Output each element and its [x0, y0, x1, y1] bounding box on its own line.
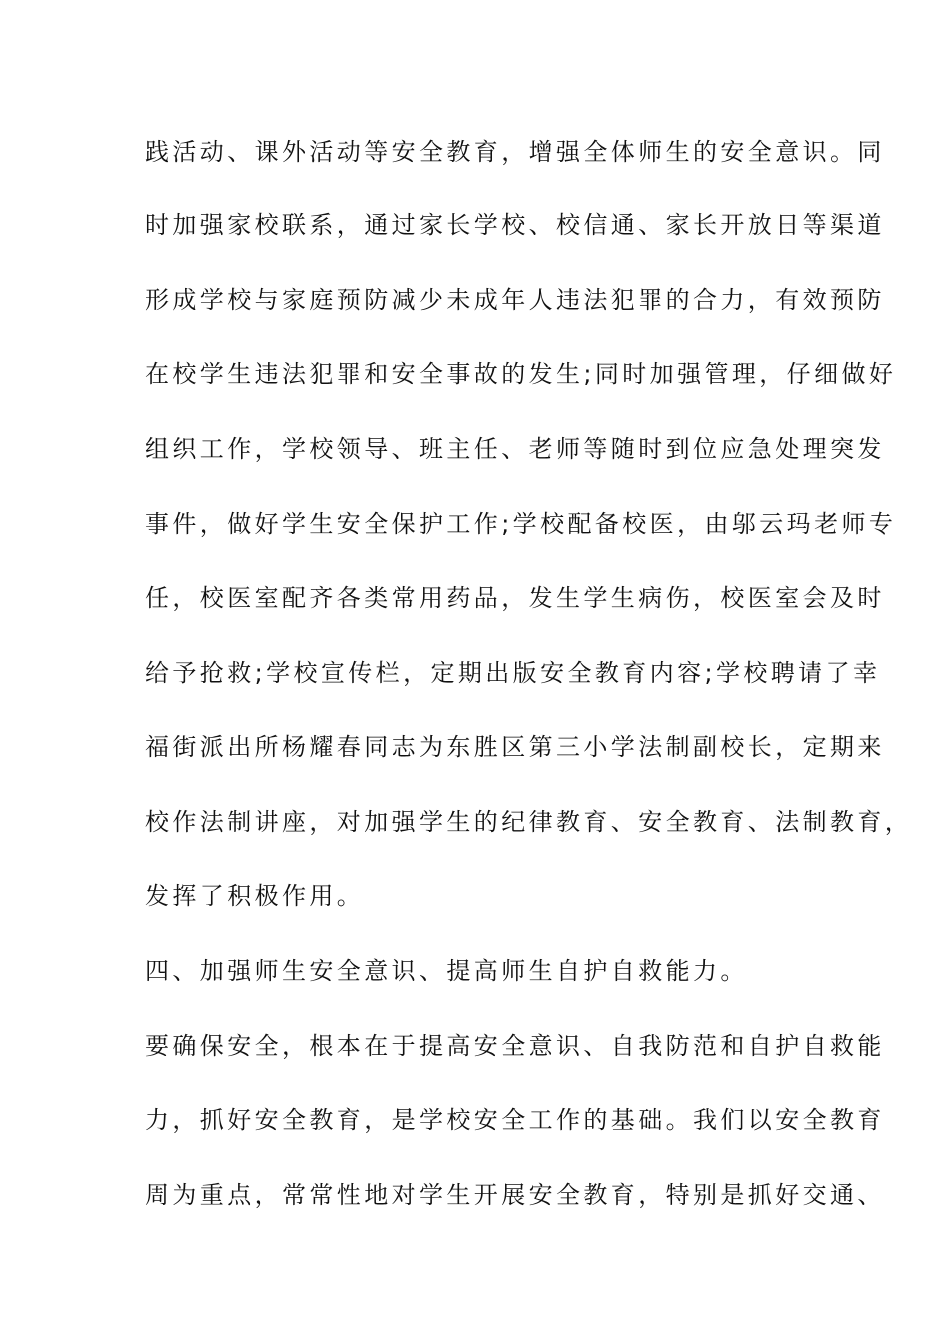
paragraph-line: 形成学校与家庭预防减少未成年人违法犯罪的合力，有效预防 [145, 286, 885, 314]
paragraph-line: 事件，做好学生安全保护工作;学校配备校医，由邬云玛老师专 [145, 510, 897, 538]
paragraph-line: 校作法制讲座，对加强学生的纪律教育、安全教育、法制教育， [145, 808, 913, 836]
paragraph-line: 任，校医室配齐各类常用药品，发生学生病伤，校医室会及时 [145, 584, 885, 612]
paragraph-line: 发挥了积极作用。 [145, 882, 365, 910]
paragraph-line: 组织工作，学校领导、班主任、老师等随时到位应急处理突发 [145, 435, 885, 463]
paragraph-line: 周为重点，常常性地对学生开展安全教育，特别是抓好交通、 [145, 1181, 885, 1209]
paragraph-line: 给予抢救;学校宣传栏，定期出版安全教育内容;学校聘请了幸 [145, 659, 881, 687]
paragraph-line: 践活动、课外活动等安全教育，增强全体师生的安全意识。同 [145, 138, 885, 166]
paragraph-line: 福街派出所杨耀春同志为东胜区第三小学法制副校长，定期来 [145, 733, 885, 761]
paragraph-line: 时加强家校联系，通过家长学校、校信通、家长开放日等渠道 [145, 211, 885, 239]
section-heading: 四、加强师生安全意识、提高师生自护自救能力。 [145, 957, 748, 985]
paragraph-line: 力，抓好安全教育，是学校安全工作的基础。我们以安全教育 [145, 1106, 885, 1134]
paragraph-line: 在校学生违法犯罪和安全事故的发生;同时加强管理，仔细做好 [145, 360, 897, 388]
paragraph-line: 要确保安全，根本在于提高安全意识、自我防范和自护自救能 [145, 1032, 885, 1060]
